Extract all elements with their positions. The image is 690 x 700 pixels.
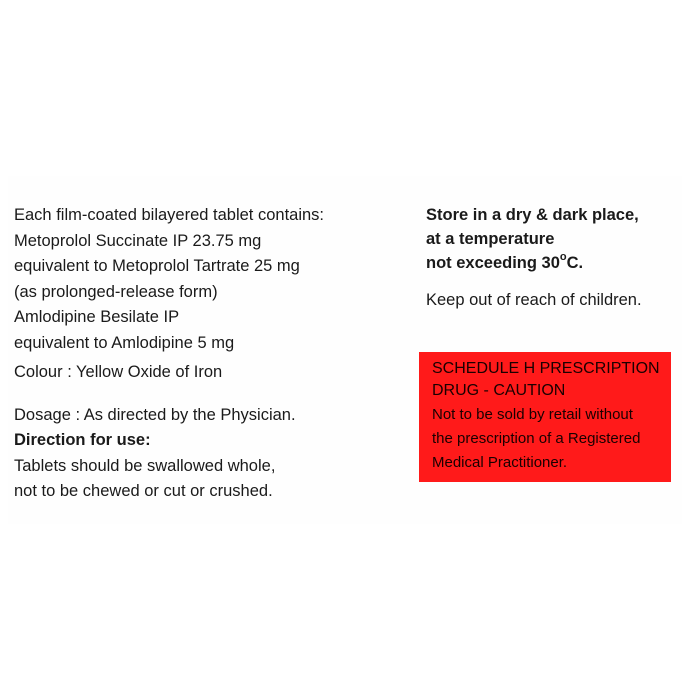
storage-line: Store in a dry & dark place, (426, 206, 639, 224)
dosage-text: Dosage : As directed by the Physician. (14, 405, 296, 424)
storage-temperature-line (426, 251, 688, 275)
caution-text-line: Medical Practitioner. (432, 454, 568, 471)
composition-line: (as prolonged-release form) (14, 282, 218, 301)
composition-heading: Each film-coated bilayered tablet contains: (14, 206, 325, 224)
composition-line: equivalent to Metoprolol Tartrate 25 mg (14, 257, 300, 275)
caution-title-line: SCHEDULE H PRESCRIPTION (432, 360, 660, 377)
composition-line: equivalent to Amlodipine 5 mg (14, 333, 235, 352)
degree-symbol: o (559, 250, 567, 263)
caution-text-line: the prescription of a Registered (432, 430, 641, 447)
direction-line: Tablets should be swallowed whole, (14, 456, 276, 475)
storage-section (426, 203, 688, 312)
colour-text: Colour : Yellow Oxide of Iron (14, 363, 223, 381)
caution-text-line: Not to be sold by retail without (432, 406, 633, 423)
direction-heading: Direction for use: (14, 431, 151, 449)
storage-temperature-suffix: C. (566, 254, 584, 272)
composition-line: Metoprolol Succinate IP 23.75 mg (14, 231, 262, 250)
composition-line: Amlodipine Besilate IP (14, 308, 180, 326)
storage-temperature-prefix: not exceeding 30 (426, 254, 560, 272)
keep-out-of-reach-text: Keep out of reach of children. (426, 291, 642, 309)
caution-title-line: DRUG - CAUTION (432, 382, 566, 399)
direction-line: not to be chewed or cut or crushed. (14, 482, 273, 500)
schedule-h-caution-box (419, 352, 671, 482)
composition-section (14, 203, 404, 505)
storage-line: at a temperature (426, 230, 555, 248)
